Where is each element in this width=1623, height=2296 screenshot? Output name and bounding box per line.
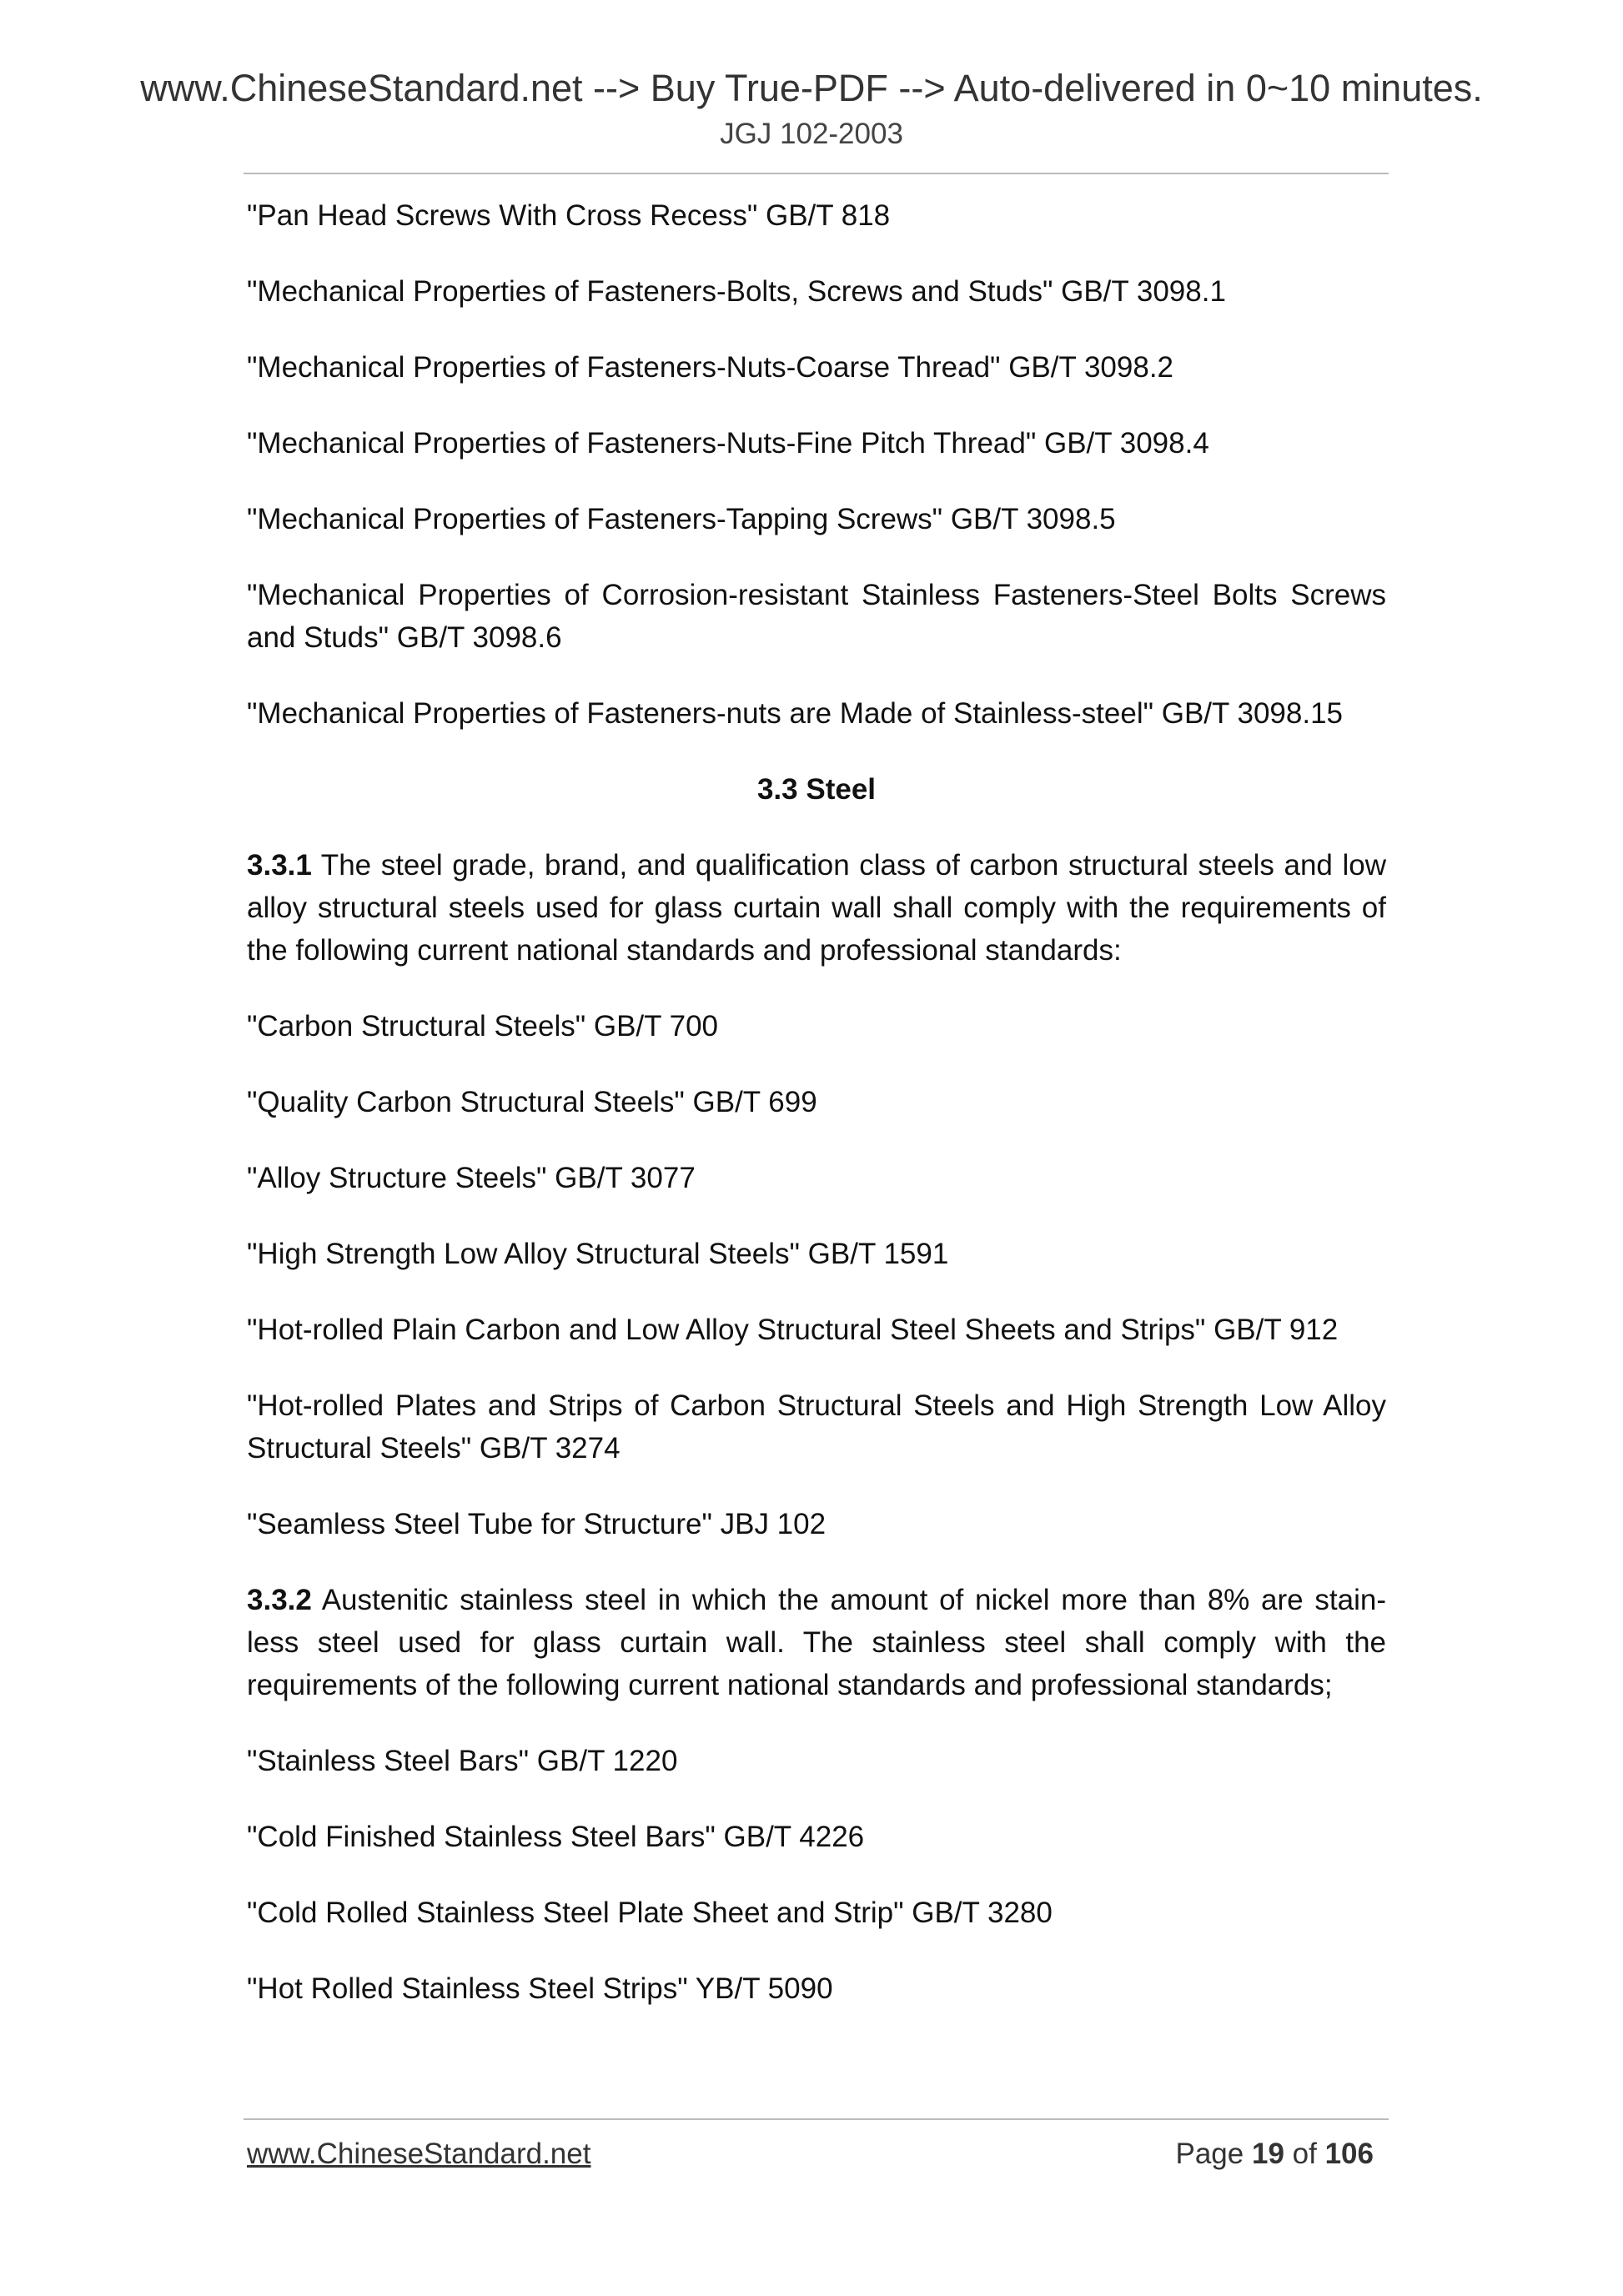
reference-item: "Hot-rolled Plain Carbon and Low Alloy Structural Steel Sheets and Strips" GB/T 912 [247, 1314, 1339, 1346]
header-banner: www.ChineseStandard.net --> Buy True-PDF --> Auto-delivered in 0~10 minutes. [140, 67, 1483, 109]
footer-link[interactable]: www.ChineseStandard.net [247, 2138, 591, 2170]
reference-item: "Quality Carbon Structural Steels" GB/T 699 [247, 1086, 817, 1118]
reference-item: "Stainless Steel Bars" GB/T 1220 [247, 1745, 678, 1777]
reference-item: "Pan Head Screws With Cross Recess" GB/T 818 [247, 199, 891, 232]
reference-item: "Hot-rolled Plates and Strips of Carbon Structural Steels and High Strength Low Alloy Structural Steels" GB/T 3274 [247, 1389, 1386, 1465]
total-pages: 106 [1324, 2138, 1374, 2170]
clause-text: The steel grade, brand, and qualification class of carbon structural steels and low alloy structural steels used for glass curtain wall shall comply with the requirements of the following current national standards and professional standards: [247, 849, 1386, 967]
reference-item: "Mechanical Properties of Fasteners-nuts are Made of Stainless-steel" GB/T 3098.15 [247, 697, 1344, 730]
reference-item: "Seamless Steel Tube for Structure" JBJ 102 [247, 1508, 827, 1540]
page-body [247, 194, 1386, 2043]
reference-item: "Alloy Structure Steels" GB/T 3077 [247, 1162, 696, 1194]
clause-text: Austenitic stainless steel in which the amount of nickel more than 8% are stain-less steel used for glass curtain wall. The stainless steel shall comply with the requirements of the following current national standards and professional standards; [247, 1584, 1386, 1701]
clause-number: 3.3.1 [247, 849, 312, 882]
document-number: JGJ 102-2003 [720, 118, 903, 150]
reference-item: "Mechanical Properties of Corrosion-resistant Stainless Fasteners-Steel Bolts Screws and Studs" GB/T 3098.6 [247, 579, 1386, 654]
reference-item: "Mechanical Properties of Fasteners-Tapping Screws" GB/T 3098.5 [247, 503, 1116, 535]
section-heading: 3.3 Steel [756, 773, 877, 806]
of-label: of [1292, 2138, 1317, 2170]
reference-item: "Cold Finished Stainless Steel Bars" GB/T 4226 [247, 1821, 865, 1853]
reference-item: "Mechanical Properties of Fasteners-Nuts-Fine Pitch Thread" GB/T 3098.4 [247, 427, 1209, 460]
reference-item: "Carbon Structural Steels" GB/T 700 [247, 1010, 719, 1042]
page-label: Page [1175, 2138, 1244, 2170]
current-page: 19 [1251, 2138, 1284, 2170]
reference-item: "Mechanical Properties of Fasteners-Nuts-Coarse Thread" GB/T 3098.2 [247, 351, 1174, 384]
page-indicator [1176, 2137, 1374, 2172]
reference-item: "Hot Rolled Stainless Steel Strips" YB/T 5090 [247, 1972, 833, 2005]
header-divider [244, 173, 1389, 174]
clause-3-3-2 [247, 1579, 1386, 1706]
footer-divider [244, 2118, 1389, 2120]
reference-item: "High Strength Low Alloy Structural Steels" GB/T 1591 [247, 1238, 949, 1270]
reference-item: "Cold Rolled Stainless Steel Plate Sheet and Strip" GB/T 3280 [247, 1897, 1053, 1929]
clause-number: 3.3.2 [247, 1584, 312, 1616]
clause-3-3-1 [247, 844, 1386, 972]
reference-item: "Mechanical Properties of Fasteners-Bolts, Screws and Studs" GB/T 3098.1 [247, 275, 1226, 308]
